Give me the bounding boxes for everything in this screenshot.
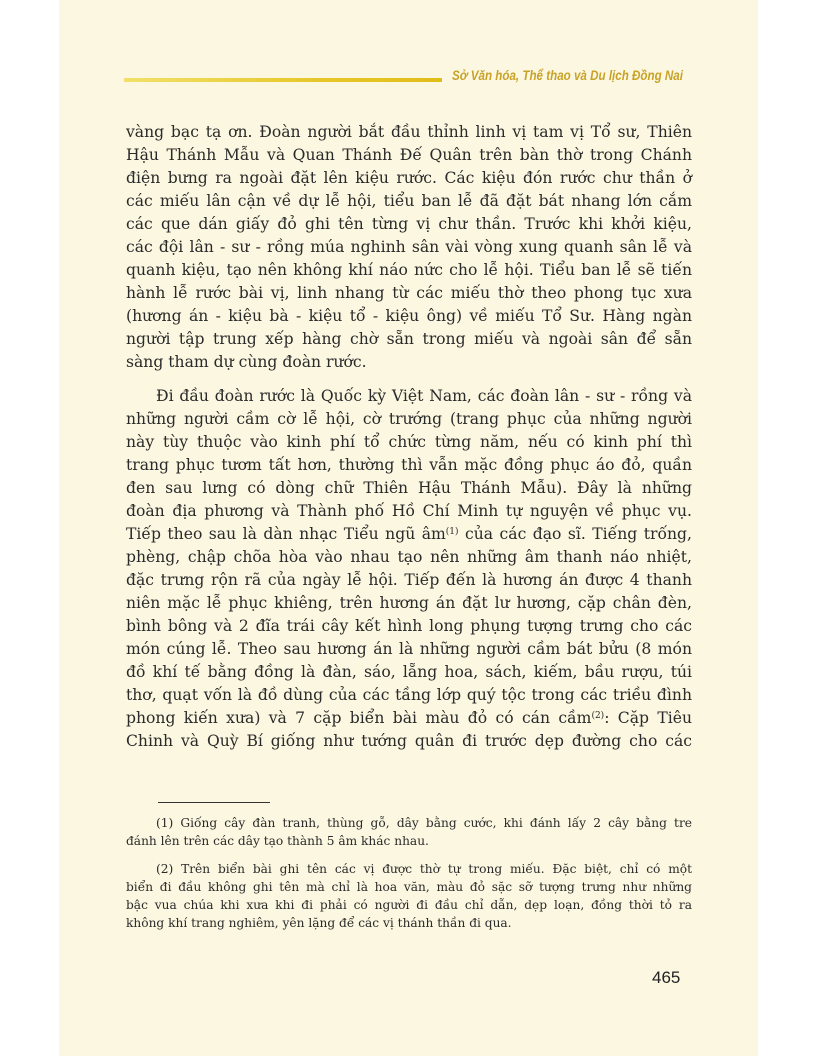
text-line: các đội lân - sư - rồng múa nghinh sân vài vòng xung quanh sân lễ và bbox=[126, 238, 692, 256]
text-line: đoàn địa phương và Thành phố Hồ Chí Minh tự nguyện về phục vụ. bbox=[126, 502, 692, 520]
footnote-line: bậc vua chúa khi xưa khi đi phải có người đi đầu chỉ dẫn, dẹp loạn, đồng thời tỏ ra bbox=[126, 898, 692, 912]
body-text bbox=[126, 121, 692, 753]
text-line: bình bông và 2 đĩa trái cây kết hình long phụng tượng trưng cho các bbox=[126, 617, 692, 635]
text-line: thơ, quạt vốn là đồ dùng của các tầng lớp quý tộc trong các triều đình bbox=[126, 686, 692, 704]
paragraph-2 bbox=[126, 385, 692, 753]
text-line: hành lễ rước bài vị, linh nhang từ các miếu thờ theo phong tục xưa bbox=[126, 284, 692, 302]
text-line: những người cầm cờ lễ hội, cờ trướng (trang phục của những người bbox=[126, 410, 692, 428]
text-segment: Tiếp theo sau là dàn nhạc Tiểu ngũ âm bbox=[126, 525, 446, 543]
text-line: Chinh và Quỳ Bí giống như tướng quân đi trước dẹp đường cho các bbox=[126, 732, 692, 750]
text-line: niên mặc lễ phục khiêng, trên hương án đặt lư hương, cặp chân đèn, bbox=[126, 594, 692, 612]
footnote-line: (2) Trên biển bài ghi tên các vị được thờ tự trong miếu. Đặc biệt, chỉ có một bbox=[156, 862, 692, 876]
text-line: người tập trung xếp hàng chờ sẵn trong miếu và ngoài sân để sẵn bbox=[126, 330, 692, 348]
text-segment: của các đạo sĩ. Tiếng trống, bbox=[458, 525, 692, 543]
footnote-line: biển đi đầu không ghi tên mà chỉ là hoa văn, màu đỏ sặc sỡ tượng trưng như những bbox=[126, 880, 692, 894]
text-segment: : Cặp Tiêu bbox=[604, 709, 692, 727]
text-line: điện bưng ra ngoài đặt lên kiệu rước. Các kiệu đón rước chư thần ở bbox=[126, 169, 692, 187]
paragraph-1 bbox=[126, 121, 692, 374]
footnotes bbox=[126, 814, 692, 942]
footnote-ref-1[interactable]: (1) bbox=[445, 527, 459, 537]
footnote-line: (1) Giống cây đàn tranh, thùng gỗ, dây bằng cước, khi đánh lấy 2 cây bằng tre bbox=[156, 816, 692, 830]
text-line: các miếu lân cận về dự lễ hội, tiểu ban lễ đã đặt bát nhang lớn cắm bbox=[126, 192, 692, 210]
text-line: (hương án - kiệu bà - kiệu tổ - kiệu ông) về miếu Tổ Sư. Hàng ngàn bbox=[126, 307, 692, 325]
text-line: các que dán giấy đỏ ghi tên từng vị chư thần. Trước khi khởi kiệu, bbox=[126, 215, 692, 233]
text-line-with-footnote bbox=[126, 523, 692, 546]
footnote-line: không khí trang nghiêm, yên lặng để các vị thánh thần đi qua. bbox=[126, 916, 512, 930]
text-line: đặc trưng rộn rã của ngày lễ hội. Tiếp đến là hương án được 4 thanh bbox=[126, 571, 692, 589]
text-line: phèng, chập chõa hòa vào nhau tạo nên những âm thanh náo nhiệt, bbox=[126, 548, 692, 566]
footnote-divider bbox=[158, 802, 270, 803]
text-line-with-footnote bbox=[126, 707, 692, 730]
text-line: này tùy thuộc vào kinh phí tổ chức từng năm, nếu có kinh phí thì bbox=[126, 433, 692, 451]
text-line: sàng tham dự cùng đoàn rước. bbox=[126, 353, 367, 371]
text-line: quanh kiệu, tạo nên không khí náo nức cho lễ hội. Tiểu ban lễ sẽ tiến bbox=[126, 261, 692, 279]
text-line: Đi đầu đoàn rước là Quốc kỳ Việt Nam, các đoàn lân - sư - rồng và bbox=[156, 387, 692, 405]
text-line: đen sau lưng có dòng chữ Thiên Hậu Thánh Mẫu). Đây là những bbox=[126, 479, 692, 497]
text-line: vàng bạc tạ ơn. Đoàn người bắt đầu thỉnh linh vị tam vị Tổ sư, Thiên bbox=[126, 123, 692, 141]
footnote-line: đánh lên trên các dây tạo thành 5 âm khác nhau. bbox=[126, 834, 429, 848]
text-line: món cúng lễ. Theo sau hương án là những người cầm bát bửu (8 món bbox=[126, 640, 692, 658]
text-line: Hậu Thánh Mẫu và Quan Thánh Đế Quân trên bàn thờ trong Chánh bbox=[126, 146, 692, 164]
text-line: đồ khí tế bằng đồng là đàn, sáo, lẵng hoa, sách, kiếm, bầu rượu, túi bbox=[126, 663, 692, 681]
text-line: trang phục tươm tất hơn, thường thì vẫn mặc đồng phục áo đỏ, quần bbox=[126, 456, 692, 474]
page-number: 465 bbox=[652, 968, 681, 987]
footnote-ref-2[interactable]: (2) bbox=[591, 711, 605, 721]
running-header: Sở Văn hóa, Thể thao và Du lịch Đồng Nai bbox=[452, 68, 684, 83]
footnote-2 bbox=[126, 860, 692, 932]
header-rule bbox=[124, 78, 442, 82]
footnote-1 bbox=[126, 814, 692, 850]
text-segment: phong kiến xưa) và 7 cặp biển bài màu đỏ có cán cầm bbox=[126, 709, 592, 727]
